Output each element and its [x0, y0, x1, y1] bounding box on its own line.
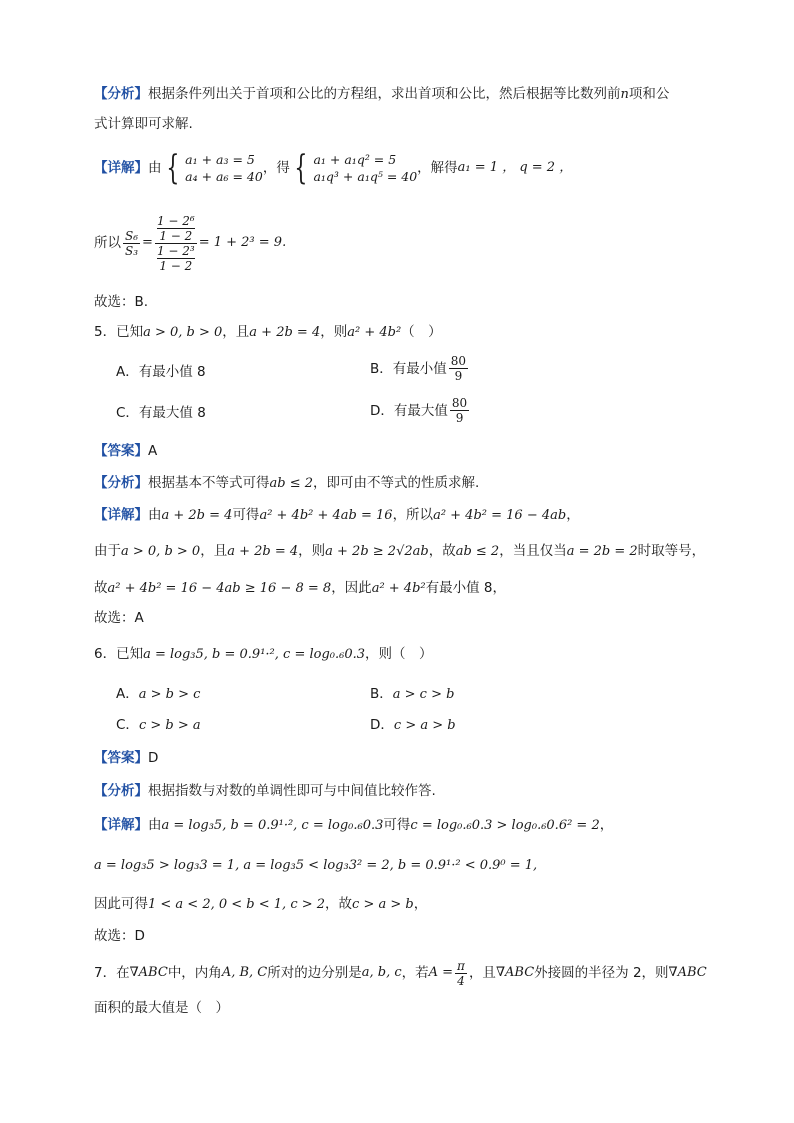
- q5-detail-line1: 【详解】由a + 2b = 4可得a² + 4b² + 4ab = 16，所以a² + 4b² = 16 − 4ab，: [94, 507, 580, 523]
- equation-system-2: { a₁ + a₁q² = 5 a₁q³ + a₁q⁵ = 40: [294, 148, 418, 188]
- q5-final: 故选：A: [94, 610, 144, 626]
- q7-stem-line1: 7．在 ∇ABC 中，内角 A, B, C 所对的边分别是 a, b, c ，若 A = $\frac{\pi}{4}$ ，且 ∇ABC 外接圆的半径为 2，则 ∇ABC: [94, 958, 707, 988]
- q5-answer: 【答案】A: [94, 443, 158, 459]
- q6-option-b[interactable]: B．a > c > b: [370, 686, 455, 702]
- q6-option-c[interactable]: C．c > b > a: [116, 717, 201, 733]
- q6-option-d[interactable]: D．c > a > b: [370, 717, 456, 733]
- q6-detail-line1: 【详解】由a = log₃5, b = 0.9¹·², c = log₀.₆0.3可得c = log₀.₆0.3 > log₀.₆0.6² = 2，: [94, 817, 614, 833]
- pi-over-4: $\frac{\pi}{4}$: [457, 958, 465, 988]
- brace-icon: {: [294, 148, 308, 188]
- q5-option-a[interactable]: A．有最小值 8: [116, 364, 206, 380]
- q4-detail-line: 【详解】 由 { a₁ + a₃ = 5 a₄ + a₆ = 40 ，得 { a₁ + a₁q² = 5 a₁q³ + a₁q⁵ = 40 ，解得 a₁ = 1 ， q = 2 ，: [94, 148, 573, 188]
- analysis-tag: 【分析】: [94, 86, 148, 102]
- q6-analysis: 【分析】根据指数与对数的单调性即可与中间值比较作答.: [94, 783, 436, 799]
- q6-answer: 【答案】D: [94, 750, 159, 766]
- q5-detail-line2: 由于a > 0, b > 0，且a + 2b = 4，则a + 2b ≥ 2√2ab，故ab ≤ 2，当且仅当a = 2b = 2时取等号，: [94, 543, 706, 559]
- q6-final: 故选：D: [94, 928, 145, 944]
- brace-icon: {: [165, 148, 179, 188]
- q6-option-a[interactable]: A．a > b > c: [116, 686, 201, 702]
- q4-ratio-line: 所以 $\frac{\text{S₆}}{\text{S₃}}$ = 1 − 2⁶ 1 − 2 1 − 2³ 1 − 2 = 1 + 2³ = 9.: [94, 213, 287, 273]
- q4-analysis-line2: 式计算即可求解.: [94, 116, 193, 132]
- equation-system-1: { a₁ + a₃ = 5 a₄ + a₆ = 40: [165, 148, 263, 188]
- q6-detail-line2: a = log₃5 > log₃3 = 1, a = log₃5 < log₃3² = 2, b = 0.9¹·² < 0.9⁰ = 1,: [94, 858, 538, 873]
- compound-fraction: 1 − 2⁶ 1 − 2 1 − 2³ 1 − 2: [156, 213, 195, 273]
- q6-detail-line3: 因此可得1 < a < 2, 0 < b < 1, c > 2，故c > a > b，: [94, 896, 428, 912]
- q5-option-b[interactable]: B．有最小值 $\frac{80}{9}$: [370, 354, 467, 383]
- q5-detail-line3: 故a² + 4b² = 16 − 4ab ≥ 16 − 8 = 8，因此a² + 4b²有最小值 8，: [94, 580, 507, 596]
- q5-stem: 5．已知a > 0, b > 0，且a + 2b = 4，则a² + 4b²（ ）: [94, 324, 442, 340]
- fraction-s6-s3: $\frac{\text{S₆}}{\text{S₃}}$: [125, 228, 139, 258]
- q5-analysis: 【分析】根据基本不等式可得ab ≤ 2，即可由不等式的性质求解.: [94, 475, 480, 491]
- q4-analysis-line1: 【分析】根据条件列出关于首项和公比的方程组，求出首项和公比，然后根据等比数列前n项和公: [94, 86, 670, 102]
- q7-stem-line2: 面积的最大值是（ ）: [94, 1000, 229, 1016]
- detail-tag: 【详解】: [94, 160, 148, 176]
- q6-stem: 6．已知a = log₃5, b = 0.9¹·², c = log₀.₆0.3，则（ ）: [94, 646, 433, 662]
- q4-answer: 故选：B.: [94, 294, 149, 310]
- q5-option-c[interactable]: C．有最大值 8: [116, 405, 206, 421]
- q5-option-d[interactable]: D．有最大值 $\frac{80}{9}$: [370, 396, 468, 425]
